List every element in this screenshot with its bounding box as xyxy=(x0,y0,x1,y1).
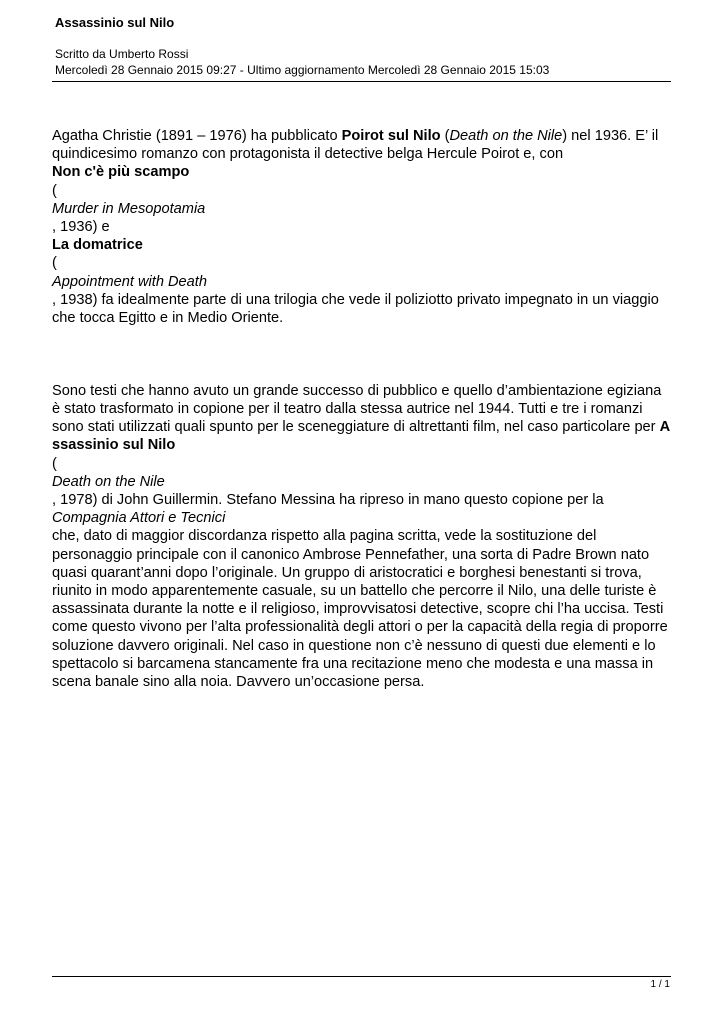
footer-divider xyxy=(52,976,671,977)
paragraph-1 xyxy=(52,127,672,327)
original-title-death-on-the-nile: Death on the Nile xyxy=(449,128,563,144)
page-number: 1 / 1 xyxy=(650,979,670,990)
header-divider xyxy=(52,81,671,82)
author-line: Scritto da Umberto Rossi xyxy=(55,47,189,61)
p1-text-i: , 1936) e xyxy=(52,219,110,236)
p1-text-e: ) nel 1936. E’ il quindicesimo romanzo con protagonista il detective belga Hercule Poirot e, con xyxy=(52,128,659,163)
book-title-la-domatrice: La domatrice xyxy=(52,237,143,254)
theatre-company-name: Compagnia Attori e Tecnici xyxy=(52,510,226,527)
article-title: Assassinio sul Nilo xyxy=(55,15,175,30)
paragraph-2 xyxy=(52,382,672,691)
paragraph-spacer xyxy=(52,327,672,382)
p2-text-a: Sono testi che hanno avuto un grande successo di pubblico e quello d’ambientazione egiziana è stato trasformato in copione per il teatro dalla stessa autrice nel 1944. Tutti e tre i romanzi sono stati utilizzati quali spunto per le sceneggiature di altrettanti film, nel caso particolare per xyxy=(52,382,662,436)
film-title-part-b: ssassinio sul Nilo xyxy=(52,437,176,454)
p1-text-c: ( xyxy=(440,128,450,144)
date-line: Mercoledì 28 Gennaio 2015 09:27 - Ultimo aggiornamento Mercoledì 28 Gennaio 2015 15:03 xyxy=(55,63,550,77)
p2-text-g: che, dato di maggior discordanza rispetto alla pagina scritta, vede la sostituzione del personaggio principale con il canonico Ambrose Pennefather, una sorta di Padre Brown nato quasi quarant’anni dopo l’originale. Un gruppo di aristocratici e borghesi benestanti si trova, riunito in modo apparentemente casuale, su un battello che percorre il Nilo, una delle turiste è assassinata durante la notte e il religioso, improvvisatosi detective, scopre chi l’ha uccisa. Testi come questo vivono per l’alta professionalità degli attori o per la capacità della regia di proporre soluzione davvero originali. Nel caso in questione non c’è nessuno di questi due elementi e lo spettacolo si barcamena stancamente fra una recitazione meno che modesta e una massa in scena banale sino alla noia. Davvero un’occasione persa. xyxy=(52,528,668,691)
article-body xyxy=(52,127,672,691)
original-title-appointment-with-death: Appointment with Death xyxy=(52,273,207,290)
p1-text-m: , 1938) fa idealmente parte di una trilogia che vede il poliziotto privato impegnato in un viaggio che tocca Egitto e in Medio Oriente. xyxy=(52,291,659,327)
p1-text-a: Agatha Christie (1891 – 1976) ha pubblicato xyxy=(52,128,342,144)
original-title-murder-in-mesopotamia: Murder in Mesopotamia xyxy=(52,200,206,217)
p2-text-e: , 1978) di John Guillermin. Stefano Messina ha ripreso in mano questo copione per la xyxy=(52,492,604,509)
p1-text-g: ( xyxy=(52,182,57,199)
book-title-non-ce-piu-scampo: Non c'è più scampo xyxy=(52,164,190,181)
film-title-part-a: A xyxy=(659,419,671,436)
p1-text-k: ( xyxy=(52,255,57,272)
film-original-title: Death on the Nile xyxy=(52,473,165,490)
p2-text-c: ( xyxy=(52,455,57,472)
book-title-poirot-sul-nilo: Poirot sul Nilo xyxy=(341,128,441,144)
